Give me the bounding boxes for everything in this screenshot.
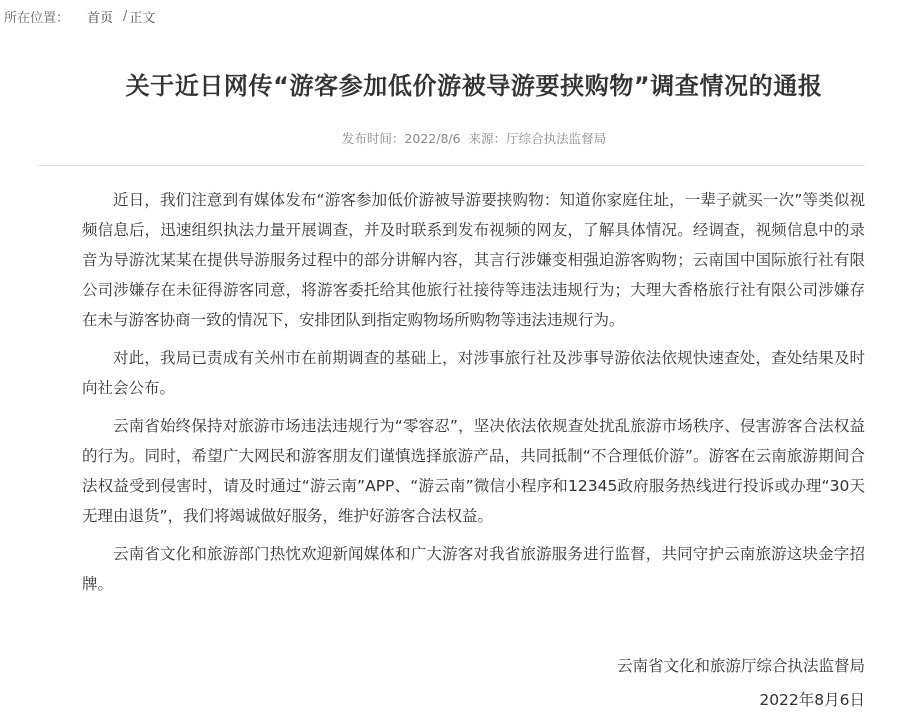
breadcrumb-home-link[interactable]: 首页	[87, 10, 114, 26]
source-label: 来源：	[468, 131, 507, 146]
breadcrumb	[4, 6, 155, 26]
signature-org: 云南省文化和旅游厅综合执法监督局	[616, 657, 865, 675]
article-paragraph-1: 近日，我们注意到有媒体发布“游客参加低价游被导游要挟购物：知道你家庭住址，一辈子就买一次”等类似视频信息后，迅速组织执法力量开展调查，并及时联系到发布视频的网友，了解具体情况。经调查，视频信息中的录音为导游沈某某在提供导游服务过程中的部分讲解内容，其言行涉嫌变相强迫游客购物；云南国中国际旅行社有限公司涉嫌存在未征得游客同意，将游客委托给其他旅行社接待等违法违规行为；大理大香格旅行社有限公司涉嫌存在未与游客协商一致的情况下，安排团队到指定购物场所购物等违法违规行为。	[82, 191, 865, 329]
breadcrumb-label: 所在位置：	[4, 10, 70, 26]
article-paragraph-3: 云南省始终保持对旅游市场违法违规行为“零容忍”，坚决依法依规查处扰乱旅游市场秩序、侵害游客合法权益的行为。同时，希望广大网民和游客朋友们谨慎选择旅游产品，共同抵制“不合理低价游”。游客在云南旅游期间合法权益受到侵害时，请及时通过“游云南”APP、“游云南”微信小程序和12345政府服务热线进行投诉或办理“30天无理由退货”，我们将竭诚做好服务，维护好游客合法权益。	[82, 417, 865, 525]
article-signature	[617, 651, 865, 715]
article-paragraph-4: 云南省文化和旅游部门热忱欢迎新闻媒体和广大游客对我省旅游服务进行监督，共同守护云南旅游这块金字招牌。	[82, 545, 865, 593]
article-meta	[38, 129, 903, 147]
signature-date: 2022年8月6日	[759, 691, 865, 709]
source-value: 厅综合执法监督局	[506, 131, 607, 146]
breadcrumb-current: 正文	[129, 10, 156, 26]
title-divider	[38, 165, 865, 166]
article-paragraph-2: 对此，我局已责成有关州市在前期调查的基础上，对涉事旅行社及涉事导游依法依规快速查处，查处结果及时向社会公布。	[82, 349, 865, 397]
breadcrumb-separator: /	[123, 8, 128, 24]
publish-time-label: 发布时间：	[341, 131, 405, 146]
publish-date: 2022/8/6	[404, 131, 461, 146]
article-body	[82, 185, 865, 607]
page-title: 关于近日网传“游客参加低价游被导游要挟购物”调查情况的通报	[125, 72, 823, 100]
